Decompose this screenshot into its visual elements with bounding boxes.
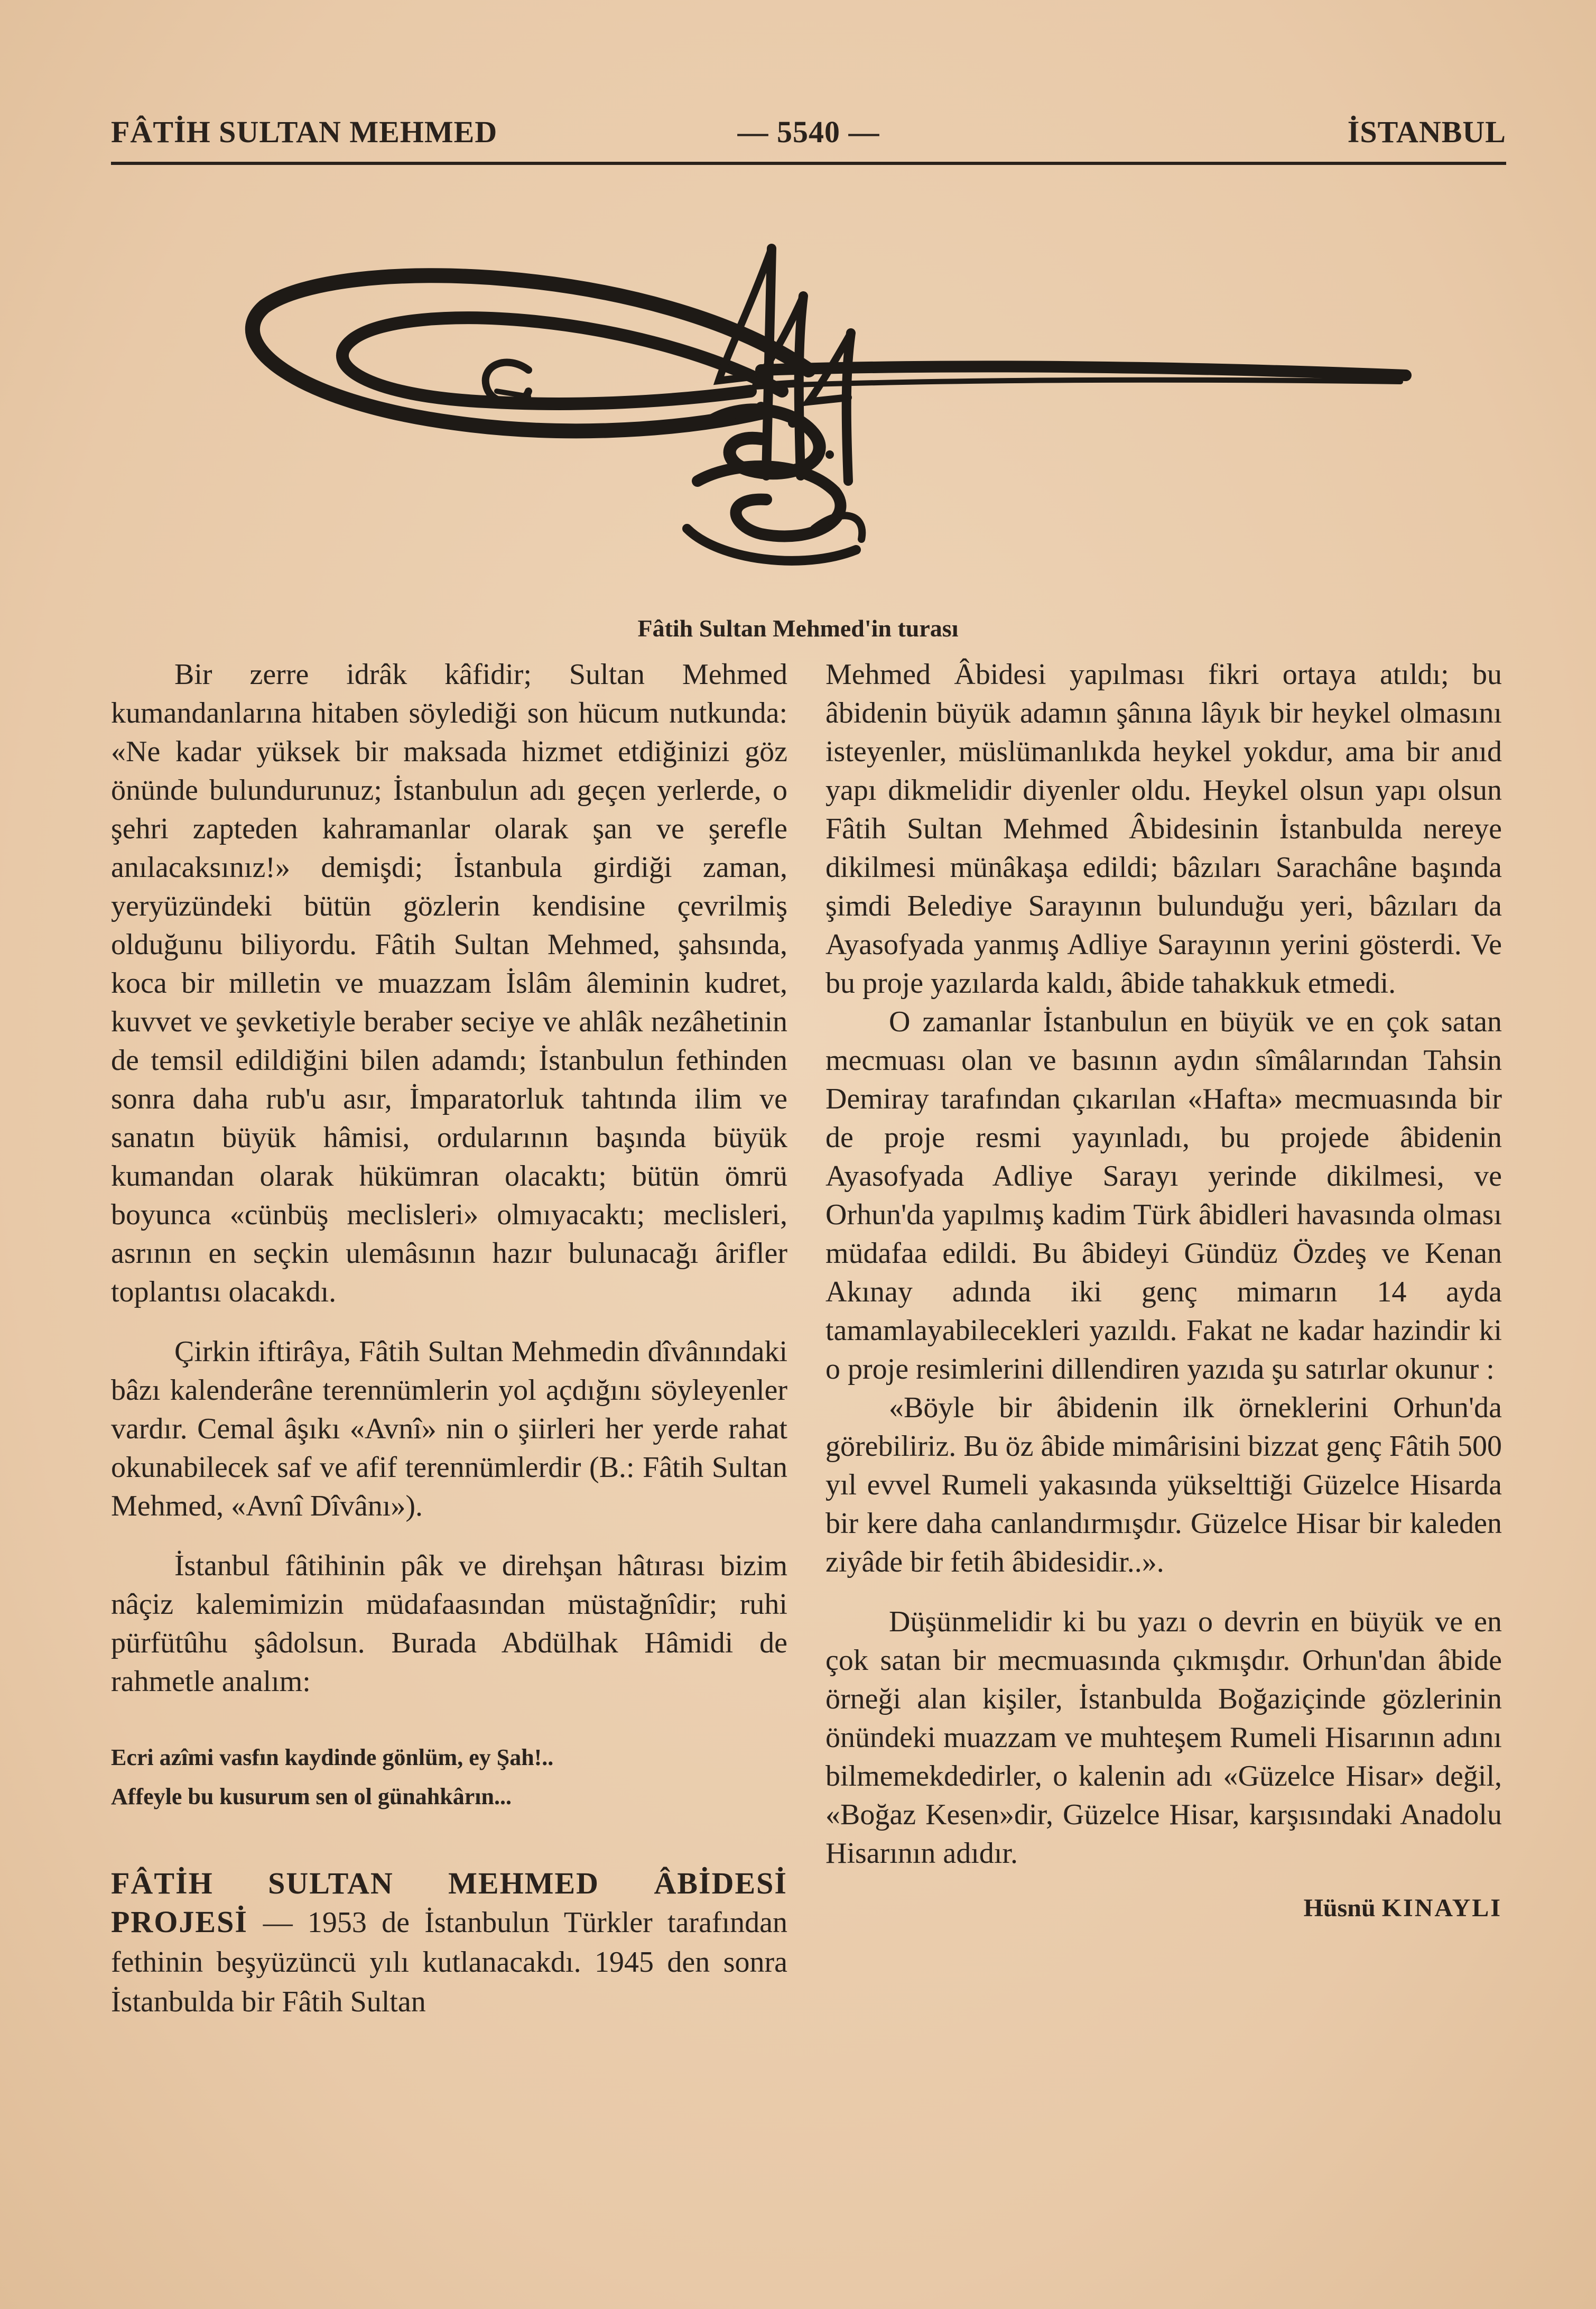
paragraph: Çirkin iftirâya, Fâtih Sultan Mehmedin dîvânındaki bâzı kalenderâne terennümlerin yol açdığını söyleyenler vardır. Cemal âşıkı «Avnî» nin o şiirleri her yerde rahat okunabilecek saf ve afif terennümlerdir (B.: Fâtih Sultan Mehmed, «Avnî Dîvânı»). xyxy=(111,1335,787,1522)
paragraph: Düşünmelidir ki bu yazı o devrin en büyük ve en çok satan bir mecmuasında çıkmışdır. Orhun'dan âbide örneği alan kişiler, İstanbulda Boğaziçinde gözlerinin önündeki muazzam ve muhteşem Rumeli Hisarının adını bilmemekdedirler, o kalenin adı «Güzelce Hisar» değil, «Boğaz Kesen»dir, Güzelce Hisar, karşısındaki Anadolu Hisarının adıdır. xyxy=(825,1605,1502,1870)
paragraph: Bir zerre idrâk kâfidir; Sultan Mehmed kumandanlarına hitaben söylediği son hücum nutkunda: «Ne kadar yüksek bir maksada hizmet etdiğinizi göz önünde bulundurunuz; İstanbulun adı geçen yerlerde, o şehri zapteden kahramanlar olarak şan ve şerefle anılacaksınız!» demişdi; İstanbula girdiği zaman, yeryüzündeki bütün gözlerin kendisine çevrilmiş olduğunu biliyordu. Fâtih Sultan Mehmed, şahsında, koca bir milletin ve muazzam İslâm âleminin kudret, kuvvet ve şevketiyle beraber seciye ve ahlâk nezâhetinin de temsil edildiğini bilen adamdı; İstanbulun fethinden sonra daha rub'u asır, İmparatorluk tahtında ilim ve sanatın büyük hâmisi, ordularının başında büyük kumandan olarak hükümran olacaktı; bütün ömrü boyunca «cünbüş meclisleri» olmıyacaktı; meclisleri, asrının en seçkin ulemâsının hazır bulunacağı ârifler toplantısı olacakdı. xyxy=(111,658,787,1308)
tughra-icon xyxy=(233,233,1416,592)
verse-line: Ecri azîmi vasfın kaydinde gönlüm, ey Şah!.. xyxy=(111,1744,554,1770)
header-title: FÂTİH SULTAN MEHMED xyxy=(111,115,498,149)
figure-caption: Fâtih Sultan Mehmed'in turası xyxy=(637,615,959,642)
page-number: — 5540 — xyxy=(737,115,880,149)
section-text: — 1953 de İstanbulun Türkler tarafından fethinin beşyüzüncü yılı kutlanacakdı. 1945 den sonra İstanbulda bir Fâtih Sultan xyxy=(111,1906,788,2018)
section-title: FÂTİH SULTAN MEHMED ÂBİDESİ PROJESİ xyxy=(111,1866,787,1939)
header-section: İSTANBUL xyxy=(1347,115,1506,149)
verse-line: Affeyle bu kusurum sen ol günahkârın... xyxy=(111,1784,512,1809)
left-column xyxy=(111,655,787,2021)
paragraph: O zamanlar İstanbulun en büyük ve en çok satan mecmuası olan ve basının aydın sîmâlarından Tahsin Demiray tarafından çıkarılan «Hafta» mecmuasında bir de proje resmi yayınladı, bu projede âbidenin Ayasofyada Adliye Sarayı yerinde dikilmesi, ve Orhun'da yapılmış kadim Türk âbidleri havasında olması müdafaa edildi. Bu âbideyi Gündüz Özdeş ve Kenan Akınay adında iki genç mimarın 14 ayda tamamlayabilecekleri yazıldı. Fakat ne kadar hazindir ki o proje resimlerini dillendiren yazıda şu satırlar okunur : xyxy=(825,1005,1502,1386)
paragraph: İstanbul fâtihinin pâk ve direhşan hâtırası bizim nâçiz kalemimizin müdafaasından müstağnîdir; ruhi pürfütûhu şâdolsun. Burada Abdülhak Hâmidi de rahmetle analım: xyxy=(111,1549,787,1698)
tughra-image xyxy=(233,233,1416,592)
running-header xyxy=(111,109,1506,156)
quoted-paragraph: «Böyle bir âbidenin ilk örneklerini Orhun'da görebiliriz. Bu öz âbide mimârisini bizzat genç Fâtih 500 yıl evvel Rumeli yakasında yükselttiği Güzelce Hisarda bir kere daha canlandırmışdır. Güzelce Hisar bir kaleden ziyâde bir fetih âbidesidir..». xyxy=(825,1391,1502,1578)
right-column xyxy=(825,655,1502,1927)
paragraph: Mehmed Âbidesi yapılması fikri ortaya atıldı; bu âbidenin büyük adamın şânına lâyık bir heykel olmasını isteyenler, müslümanlıkda heykel yokdur, ama bir anıd yapı dikmelidir diyenler oldu. Heykel olsun yapı olsun Fâtih Sultan Mehmed Âbidesinin İstanbulda nereye dikilmesi münâkaşa edildi; bâzıları Sarachâne başında şimdi Belediye Sarayının bulunduğu yeri, bâzıları da Ayasofyada yanmış Adliye Sarayının yerini gösterdi. Ve bu proje yazılarda kaldı, âbide tahakkuk etmedi. xyxy=(825,658,1502,1000)
signature-first: Hüsnü xyxy=(1303,1894,1376,1922)
section-heading xyxy=(111,1864,787,2021)
header-rule xyxy=(111,162,1506,165)
signature-last: KINAYLI xyxy=(1381,1894,1502,1922)
author-signature xyxy=(825,1889,1502,1927)
verse-quote xyxy=(111,1738,787,1816)
